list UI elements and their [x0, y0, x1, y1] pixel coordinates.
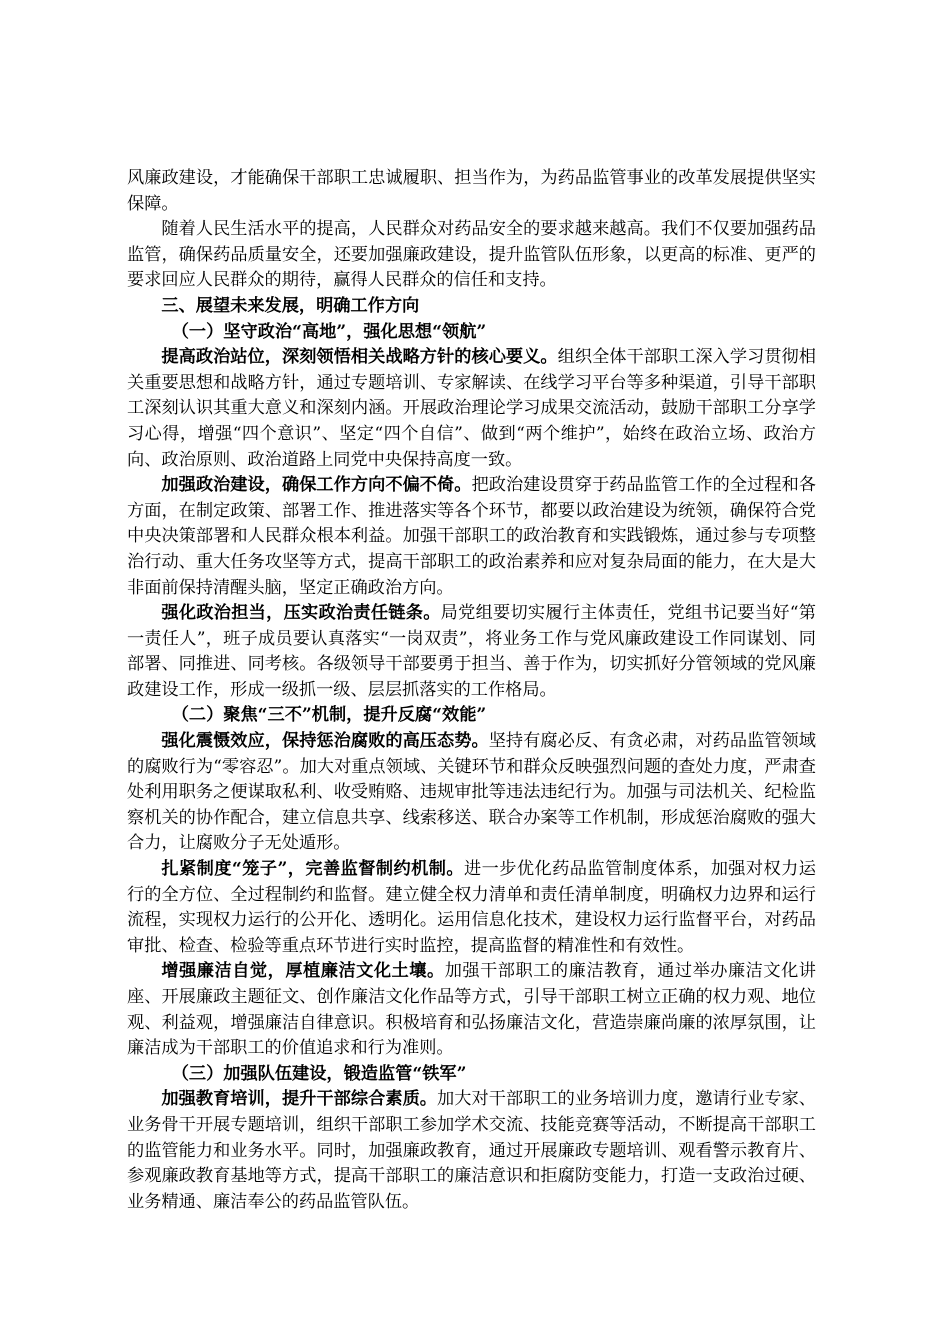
paragraph-body: 坚持有腐必反、有贪必肃，对药品监管领域的腐败行为“零容忍”。加大对重点领域、关键环节和群众反映强烈问题的查处力度，严肃查处利用职务之便谋取私利、收受贿赂、违规审批等违法违纪行为。加强与司法机关、纪检监察机关的协作配合，建立信息共享、线索移送、联合办案等工作机制，形成惩治腐败的强大合力，让腐败分子无处遁形。 [127, 731, 816, 854]
continuation-paragraph: 风廉政建设，才能确保干部职工忠诚履职、担当作为，为药品监管事业的改革发展提供坚实保障。 [127, 168, 816, 214]
paragraph-lead: 扎紧制度“笼子”，完善监督制约机制。 [161, 859, 464, 880]
subsection-heading-politics: （一）坚守政治“高地”，强化思想“领航” [171, 321, 487, 342]
paragraph-lead: 加强教育培训，提升干部综合素质。 [161, 1089, 438, 1110]
paragraph-body: 组织全体干部职工深入学习贯彻相关重要思想和战略方针，通过专题培训、专家解读、在线学习平台等多种渠道，引导干部职工深刻认识其重大意义和深刻内涵。开展政治理论学习成果交流活动，鼓励干部职工分享学习心得，增强“四个意识”、坚定“四个自信”、做到“两个维护”，始终在政治立场、政治方向、政治原则、政治道路上同党中央保持高度一致。 [127, 347, 816, 470]
paragraph-lead: 加强政治建设，确保工作方向不偏不倚。 [161, 475, 472, 496]
paragraph-body: 加强干部职工的廉洁教育，通过举办廉洁文化讲座、开展廉政主题征文、创作廉洁文化作品等方式，引导干部职工树立正确的权力观、地位观、利益观，增强廉洁自律意识。积极培育和弘扬廉洁文化，营造崇廉尚廉的浓厚氛围，让廉洁成为干部职工的价值追求和行为准则。 [127, 961, 816, 1059]
paragraph-body: 加大对干部职工的业务培训力度，邀请行业专家、业务骨干开展专题培训，组织干部职工参加学术交流、技能竞赛等活动，不断提高干部职工的监管能力和业务水平。同时，加强廉政教育，通过开展廉政专题培训、观看警示教育片、参观廉政教育基地等方式，提高干部职工的廉洁意识和拒腐防变能力，打造一支政治过硬、业务精通、廉洁奉公的药品监管队伍。 [127, 1089, 816, 1212]
paragraph-body: 把政治建设贯穿于药品监管工作的全过程和各方面，在制定政策、部署工作、推进落实等各个环节，都要以政治建设为统领，确保符合党中央决策部署和人民群众根本利益。加强干部职工的政治教育和实践锻炼，通过参与专项整治行动、重大任务攻坚等方式，提高干部职工的政治素养和应对复杂局面的能力，在大是大非面前保持清醒头脑，坚定正确政治方向。 [127, 475, 816, 598]
paragraph-lead: 提高政治站位，深刻领悟相关战略方针的核心要义。 [161, 347, 558, 368]
paragraph-body: 进一步优化药品监管制度体系，加强对权力运行的全方位、全过程制约和监督。建立健全权力清单和责任清单制度，明确权力边界和运行流程，实现权力运行的公开化、透明化。运用信息化技术，建设权力运行监督平台，对药品审批、检查、检验等重点环节进行实时监控，提高监督的精准性和有效性。 [127, 859, 816, 956]
paragraph-training [127, 1087, 816, 1215]
paragraph-integrity-culture [127, 959, 816, 1061]
paragraph-supervision-system [127, 857, 816, 959]
subsection-heading-anticorruption: （二）聚焦“三不”机制，提升反腐“效能” [171, 705, 487, 726]
paragraph-political-responsibility [127, 601, 816, 703]
paragraph-public-expectations: 随着人民生活水平的提高，人民群众对药品安全的要求越来越高。我们不仅要加强药品监管，确保药品质量安全，还要加强廉政建设，提升监管队伍形象，以更高的标准、更严的要求回应人民群众的期待，赢得人民群众的信任和支持。 [127, 219, 816, 291]
paragraph-deterrence [127, 729, 816, 857]
paragraph-lead: 强化震慑效应，保持惩治腐败的高压态势。 [161, 731, 489, 752]
paragraph-lead: 强化政治担当，压实政治责任链条。 [161, 603, 441, 624]
subsection-heading-team-building: （三）加强队伍建设，锻造监管“铁军” [171, 1063, 467, 1084]
paragraph-political-construction [127, 473, 816, 601]
section-heading-outlook: 三、展望未来发展，明确工作方向 [161, 295, 420, 316]
paragraph-body: 局党组要切实履行主体责任，党组书记要当好“第一责任人”，班子成员要认真落实“一岗双责”，将业务工作与党风廉政建设工作同谋划、同部署、同推进、同考核。各级领导干部要勇于担当、善于作为，切实抓好分管领域的党风廉政建设工作，形成一级抓一级、层层抓落实的工作格局。 [127, 603, 816, 700]
paragraph-political-stance [127, 345, 816, 473]
paragraph-lead: 增强廉洁自觉，厚植廉洁文化土壤。 [161, 961, 445, 982]
document-page [127, 166, 816, 1215]
